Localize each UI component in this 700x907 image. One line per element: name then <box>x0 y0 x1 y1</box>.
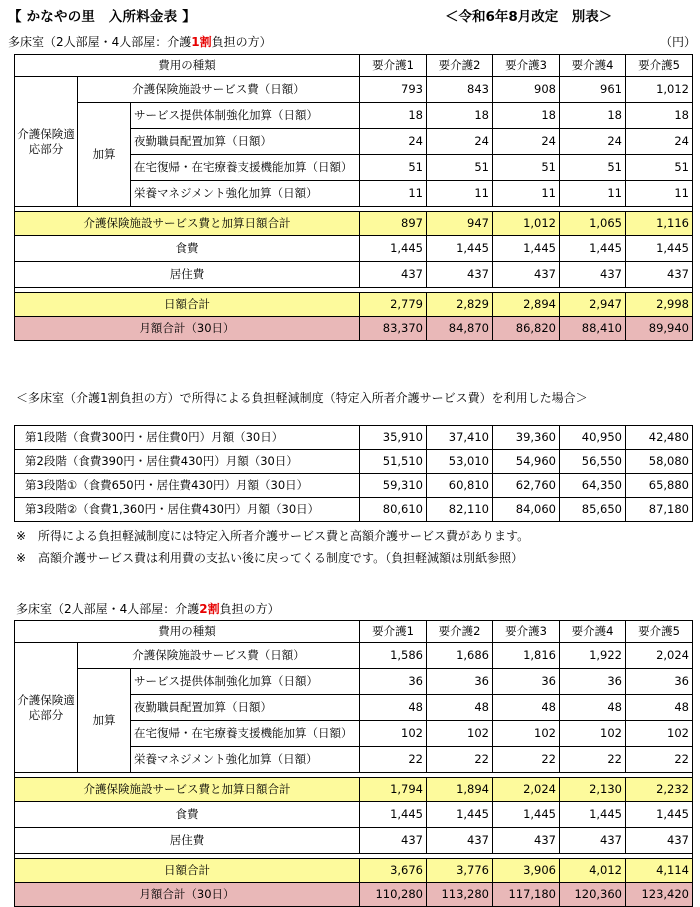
cell: 39,360 <box>493 426 560 450</box>
row-label: 介護保険施設サービス費と加算日額合計 <box>15 212 360 236</box>
cell: 22 <box>560 747 626 773</box>
fee-table-20pct <box>14 620 693 907</box>
table-row <box>15 498 693 522</box>
reduction-heading: ＜多床室（介護1割負担の方）で所得による負担軽減制度（特定入所者介護サービス費）を利用した場合＞ <box>16 391 588 405</box>
row-label: サービス提供体制強化加算（日額） <box>131 103 360 129</box>
cell: 1,586 <box>360 643 427 669</box>
row-label: 栄養マネジメント強化加算（日額） <box>131 181 360 207</box>
insurance-group-label: 介護保険適応部分 <box>15 77 78 207</box>
cell: 59,310 <box>360 474 427 498</box>
cell: 35,910 <box>360 426 427 450</box>
cell: 80,610 <box>360 498 427 522</box>
cell: 2,998 <box>626 293 693 317</box>
note-1: ※ 所得による負担軽減制度には特定入所者介護サービス費と高額介護サービス費があります。 <box>16 529 530 543</box>
table-row <box>15 426 693 450</box>
cell: 24 <box>360 129 427 155</box>
table-row <box>15 450 693 474</box>
table-row <box>15 236 693 262</box>
cell: 22 <box>360 747 427 773</box>
cell: 36 <box>427 669 493 695</box>
cell: 11 <box>626 181 693 207</box>
cell: 18 <box>427 103 493 129</box>
row-label: 食費 <box>15 236 360 262</box>
cell: 1,686 <box>427 643 493 669</box>
cell: 87,180 <box>626 498 693 522</box>
cell: 843 <box>427 77 493 103</box>
cell: 3,776 <box>427 859 493 883</box>
cell: 51 <box>360 155 427 181</box>
table-row <box>15 474 693 498</box>
cell: 961 <box>560 77 626 103</box>
cell: 60,810 <box>427 474 493 498</box>
cell: 36 <box>560 669 626 695</box>
monthly-total-row <box>15 317 693 341</box>
cell: 1,445 <box>493 802 560 828</box>
row-label: 食費 <box>15 802 360 828</box>
cell: 1,445 <box>560 236 626 262</box>
fee-table-10pct <box>14 54 693 341</box>
unit-label: （円） <box>660 35 697 49</box>
table-row <box>15 669 693 695</box>
cell: 1,012 <box>493 212 560 236</box>
reduction-table <box>14 425 693 522</box>
cell: 1,445 <box>626 236 693 262</box>
subtotal-row <box>15 212 693 236</box>
insurance-group-label: 介護保険適応部分 <box>15 643 78 773</box>
cell: 89,940 <box>626 317 693 341</box>
cell: 11 <box>427 181 493 207</box>
row-label: 第3段階①（食費650円・居住費430円）月額（30日） <box>15 474 360 498</box>
row-label: 第3段階②（食費1,360円・居住費430円）月額（30日） <box>15 498 360 522</box>
cell: 3,906 <box>493 859 560 883</box>
cell: 82,110 <box>427 498 493 522</box>
cell: 1,445 <box>626 802 693 828</box>
row-label: 介護保険施設サービス費と加算日額合計 <box>15 778 360 802</box>
row-label: 在宅復帰・在宅療養支援機能加算（日額） <box>131 721 360 747</box>
cell: 83,370 <box>360 317 427 341</box>
row-label: 夜勤職員配置加算（日額） <box>131 129 360 155</box>
table-row <box>15 77 693 103</box>
cell: 88,410 <box>560 317 626 341</box>
monthly-total-row <box>15 883 693 907</box>
cell: 1,445 <box>427 802 493 828</box>
row-label: 月額合計（30日） <box>15 883 360 907</box>
cell: 18 <box>493 103 560 129</box>
cell: 56,550 <box>560 450 626 474</box>
cell: 437 <box>493 828 560 854</box>
revision-note: ＜令和6年8月改定 別表＞ <box>445 9 613 25</box>
daily-total-row <box>15 859 693 883</box>
cell: 908 <box>493 77 560 103</box>
cell: 65,880 <box>626 474 693 498</box>
cell: 1,445 <box>360 802 427 828</box>
header-level: 要介護5 <box>626 621 693 643</box>
cell: 1,065 <box>560 212 626 236</box>
cell: 62,760 <box>493 474 560 498</box>
addition-group-label: 加算 <box>78 103 131 207</box>
cell: 48 <box>560 695 626 721</box>
row-label: 日額合計 <box>15 293 360 317</box>
cell: 48 <box>360 695 427 721</box>
cell: 437 <box>560 828 626 854</box>
cell: 40,950 <box>560 426 626 450</box>
cell: 42,480 <box>626 426 693 450</box>
cell: 18 <box>360 103 427 129</box>
cell: 86,820 <box>493 317 560 341</box>
row-label: 栄養マネジメント強化加算（日額） <box>131 747 360 773</box>
cell: 123,420 <box>626 883 693 907</box>
cell: 22 <box>626 747 693 773</box>
cell: 947 <box>427 212 493 236</box>
cell: 437 <box>560 262 626 288</box>
cell: 897 <box>360 212 427 236</box>
row-label: 介護保険施設サービス費（日額） <box>78 77 360 103</box>
cell: 437 <box>493 262 560 288</box>
cell: 58,080 <box>626 450 693 474</box>
cell: 24 <box>493 129 560 155</box>
cell: 113,280 <box>427 883 493 907</box>
cell: 102 <box>360 721 427 747</box>
cell: 793 <box>360 77 427 103</box>
cell: 11 <box>560 181 626 207</box>
cell: 2,024 <box>493 778 560 802</box>
header-level: 要介護2 <box>427 55 493 77</box>
cell: 4,114 <box>626 859 693 883</box>
note-2: ※ 高額介護サービス費は利用費の支払い後に戻ってくる制度です。（負担軽減額は別紙参照） <box>16 551 524 565</box>
header-type: 費用の種類 <box>15 55 360 77</box>
cell: 1,922 <box>560 643 626 669</box>
cell: 36 <box>626 669 693 695</box>
cell: 1,794 <box>360 778 427 802</box>
row-label: 夜勤職員配置加算（日額） <box>131 695 360 721</box>
cell: 1,445 <box>427 236 493 262</box>
header-level: 要介護1 <box>360 621 427 643</box>
row-label: 月額合計（30日） <box>15 317 360 341</box>
cell: 1,894 <box>427 778 493 802</box>
cell: 37,410 <box>427 426 493 450</box>
cell: 54,960 <box>493 450 560 474</box>
cell: 85,650 <box>560 498 626 522</box>
row-label: 第1段階（食費300円・居住費0円）月額（30日） <box>15 426 360 450</box>
cell: 24 <box>626 129 693 155</box>
cell: 3,676 <box>360 859 427 883</box>
cell: 437 <box>626 828 693 854</box>
cell: 437 <box>626 262 693 288</box>
cell: 2,232 <box>626 778 693 802</box>
cell: 1,445 <box>360 236 427 262</box>
cell: 51 <box>626 155 693 181</box>
cell: 24 <box>560 129 626 155</box>
cell: 51 <box>560 155 626 181</box>
header-level: 要介護4 <box>560 55 626 77</box>
addition-group-label: 加算 <box>78 669 131 773</box>
header-level: 要介護3 <box>493 55 560 77</box>
cell: 36 <box>360 669 427 695</box>
row-label: 介護保険施設サービス費（日額） <box>78 643 360 669</box>
cell: 84,060 <box>493 498 560 522</box>
header-level: 要介護3 <box>493 621 560 643</box>
cell: 2,894 <box>493 293 560 317</box>
cell: 22 <box>427 747 493 773</box>
header-level: 要介護5 <box>626 55 693 77</box>
table-row <box>15 828 693 854</box>
cell: 51 <box>427 155 493 181</box>
cell: 51 <box>493 155 560 181</box>
cell: 117,180 <box>493 883 560 907</box>
header-level: 要介護4 <box>560 621 626 643</box>
cell: 64,350 <box>560 474 626 498</box>
cell: 1,445 <box>493 236 560 262</box>
cell: 437 <box>360 828 427 854</box>
table-row <box>15 643 693 669</box>
table-row <box>15 103 693 129</box>
cell: 102 <box>427 721 493 747</box>
cell: 18 <box>560 103 626 129</box>
row-label: 居住費 <box>15 828 360 854</box>
cell: 437 <box>427 828 493 854</box>
cell: 1,012 <box>626 77 693 103</box>
section-2-heading: 多床室（2人部屋・4人部屋：介護2割負担の方） <box>16 602 280 616</box>
cell: 2,829 <box>427 293 493 317</box>
cell: 11 <box>360 181 427 207</box>
cell: 2,130 <box>560 778 626 802</box>
row-label: 日額合計 <box>15 859 360 883</box>
cell: 36 <box>493 669 560 695</box>
cell: 110,280 <box>360 883 427 907</box>
cell: 48 <box>427 695 493 721</box>
cell: 51,510 <box>360 450 427 474</box>
cell: 437 <box>360 262 427 288</box>
cell: 4,012 <box>560 859 626 883</box>
row-label: 第2段階（食費390円・居住費430円）月額（30日） <box>15 450 360 474</box>
cell: 102 <box>626 721 693 747</box>
header-type: 費用の種類 <box>15 621 360 643</box>
header-row <box>15 621 693 643</box>
document-title: 【 かなやの里 入所料金表 】 <box>8 9 196 25</box>
cell: 102 <box>493 721 560 747</box>
table-row <box>15 802 693 828</box>
cell: 48 <box>493 695 560 721</box>
cell: 1,816 <box>493 643 560 669</box>
table-row <box>15 262 693 288</box>
row-label: 居住費 <box>15 262 360 288</box>
cell: 2,024 <box>626 643 693 669</box>
daily-total-row <box>15 293 693 317</box>
row-label: 在宅復帰・在宅療養支援機能加算（日額） <box>131 155 360 181</box>
cell: 102 <box>560 721 626 747</box>
header-level: 要介護2 <box>427 621 493 643</box>
cell: 2,947 <box>560 293 626 317</box>
cell: 24 <box>427 129 493 155</box>
row-label: サービス提供体制強化加算（日額） <box>131 669 360 695</box>
subtotal-row <box>15 778 693 802</box>
section-1-heading: 多床室（2人部屋・4人部屋：介護1割負担の方） <box>8 35 272 49</box>
cell: 120,360 <box>560 883 626 907</box>
cell: 53,010 <box>427 450 493 474</box>
cell: 84,870 <box>427 317 493 341</box>
cell: 1,116 <box>626 212 693 236</box>
cell: 18 <box>626 103 693 129</box>
cell: 1,445 <box>560 802 626 828</box>
header-level: 要介護1 <box>360 55 427 77</box>
cell: 48 <box>626 695 693 721</box>
cell: 437 <box>427 262 493 288</box>
cell: 11 <box>493 181 560 207</box>
cell: 2,779 <box>360 293 427 317</box>
cell: 22 <box>493 747 560 773</box>
header-row <box>15 55 693 77</box>
